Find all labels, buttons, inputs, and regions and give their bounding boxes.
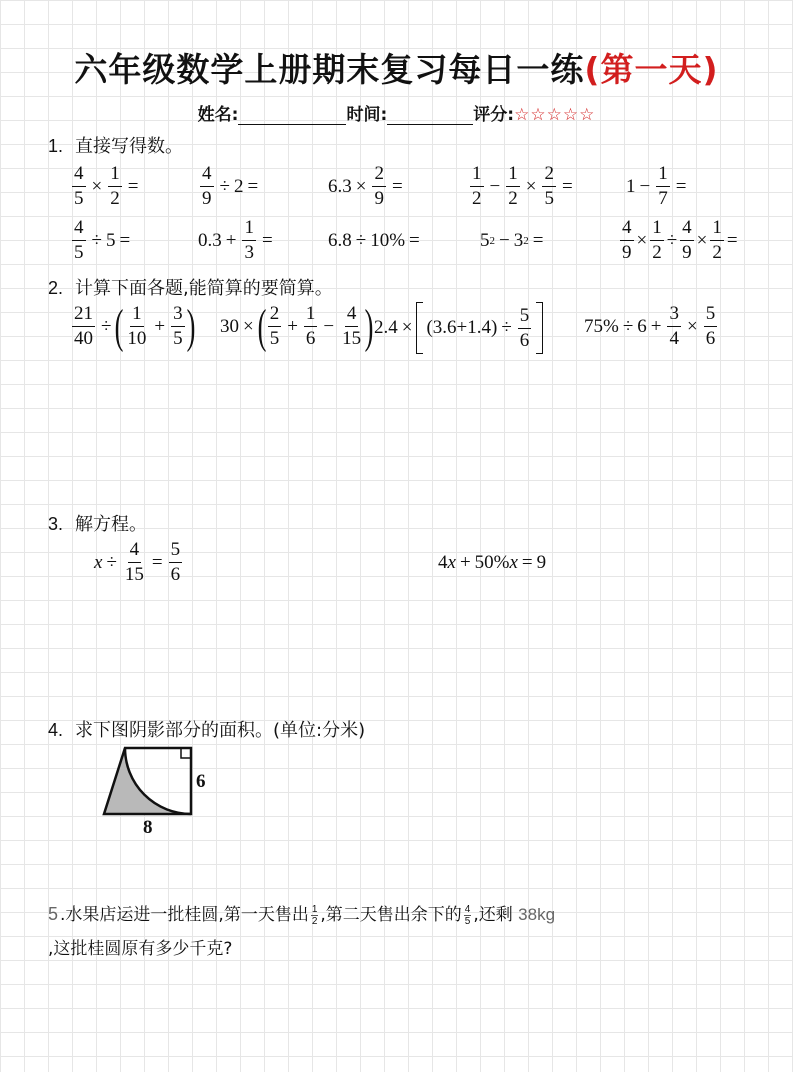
q1-expr-5: 1 − $\frac{1}{7}$ =: [626, 163, 687, 209]
q3-text: 解方程。: [75, 514, 148, 535]
right-angle-mark: [181, 748, 191, 758]
q1-expr-4: $\frac{1}{2}$ − $\frac{1}{2}$ × $\frac{2}{5}$ =: [472, 163, 573, 209]
fraction: $\frac{1}{3}$: [244, 217, 254, 263]
q4-text: 求下图阴影部分的面积。(单位:分米): [75, 720, 366, 741]
q4-title: [48, 716, 365, 742]
q5-line-2: ,这批桂圆原有多少千克?: [48, 939, 233, 959]
q3-title: [48, 510, 147, 536]
q3-equation-1: x ÷ $\frac{4}{15}$ = $\frac{5}{6}$: [94, 539, 181, 585]
fraction: $\frac{5}{6}$: [705, 303, 716, 349]
q1-title: [48, 132, 183, 158]
q3-equation-2: 4 x + 50% x = 9: [438, 552, 547, 573]
left-bracket: [416, 302, 423, 354]
q1-expr-7: 0.3 + $\frac{1}{3}$ =: [198, 217, 273, 263]
fraction: $\frac{4}{5}$: [74, 163, 84, 209]
fraction: $\frac{1}{2}$: [508, 163, 518, 209]
fraction: $\frac{2}{5}$: [544, 163, 554, 209]
fraction: $\frac{1}{2}$: [110, 163, 120, 209]
q1-expr-6: $\frac{4}{5}$ ÷ 5 =: [74, 217, 131, 263]
fraction: $\frac{1}{10}$: [127, 303, 147, 349]
q1-expr-3: 6.3 × $\frac{2}{9}$ =: [328, 163, 403, 209]
q2-expr-1: $\frac{21}{40}$ ÷ ( $\frac{1}{10}$ + $\frac{3}{5}$ ): [74, 299, 196, 353]
fraction: $\frac{4}{5}$: [74, 217, 84, 263]
q1-number: 1.: [48, 136, 64, 156]
shaded-region: [104, 748, 191, 814]
fraction: $\frac{1}{7}$: [658, 163, 668, 209]
q1-expr-9: 5 2 − 3 2 =: [480, 230, 544, 251]
q1-expr-2: $\frac{4}{9}$ ÷ 2 =: [202, 163, 259, 209]
fraction: $\frac{1}{2}$: [652, 217, 662, 263]
q4-number: 4.: [48, 720, 64, 740]
name-label: 姓名:: [197, 105, 239, 125]
q5-number: 5: [48, 904, 59, 924]
score-stars: ☆☆☆☆☆: [514, 105, 596, 125]
q5-amount: 38kg: [518, 905, 556, 924]
fraction-small: $\frac{4}{5}$: [464, 903, 471, 927]
fraction: $\frac{4}{15}$: [124, 539, 144, 585]
fraction: $\frac{4}{15}$: [342, 303, 362, 349]
fraction: $\frac{1}{6}$: [305, 303, 316, 349]
q2-text: 计算下面各题,能简算的要简算。: [75, 278, 333, 299]
fraction: $\frac{4}{9}$: [202, 163, 212, 209]
q3-number: 3.: [48, 514, 64, 534]
q4-figure: [96, 744, 226, 844]
q1-expr-1: $\frac{4}{5}$ × $\frac{1}{2}$ =: [74, 163, 139, 209]
fraction: $\frac{2}{5}$: [269, 303, 280, 349]
time-blank[interactable]: [387, 106, 473, 125]
fraction-small: $\frac{1}{2}$: [311, 903, 318, 927]
page-title: [0, 44, 793, 91]
fraction: $\frac{4}{9}$: [682, 217, 692, 263]
q2-expr-2: 30 × ( $\frac{2}{5}$ + $\frac{1}{6}$ − $\frac{4}{15}$ ): [220, 299, 374, 353]
q2-title: [48, 274, 333, 300]
fraction: $\frac{3}{4}$: [669, 303, 679, 349]
fraction: $\frac{2}{9}$: [374, 163, 384, 209]
q2-expr-3: 2.4 × (3.6 +1.4) ÷ $\frac{5}{6}$: [374, 302, 543, 354]
q2-number: 2.: [48, 278, 64, 298]
fraction: $\frac{5}{6}$: [170, 539, 181, 585]
right-bracket: [536, 302, 543, 354]
label-side: 6: [196, 771, 206, 792]
q1-text: 直接写得数。: [75, 136, 184, 157]
fraction: $\frac{5}{6}$: [519, 304, 530, 351]
info-line: [0, 100, 793, 125]
title-main: 六年级数学上册期末复习每日一练: [74, 50, 585, 89]
name-blank[interactable]: [238, 106, 346, 125]
q1-expr-8: 6.8 ÷ 10% =: [328, 230, 420, 251]
fraction: $\frac{21}{40}$: [74, 303, 93, 349]
q2-expr-4: 75% ÷ 6 + $\frac{3}{4}$ × $\frac{5}{6}$: [584, 303, 716, 349]
fraction: $\frac{1}{2}$: [472, 163, 482, 209]
time-label: 时间:: [346, 105, 388, 125]
q1-expr-10: $\frac{4}{9}$ × $\frac{1}{2}$ ÷ $\frac{4}{9}$ × $\frac{1}{2}$ =: [622, 217, 738, 263]
fraction: $\frac{3}{5}$: [173, 303, 183, 349]
label-bottom: 8: [143, 817, 153, 838]
fraction: $\frac{4}{9}$: [622, 217, 632, 263]
q5-line-1: 5 .水果店运进一批桂圆,第一天售出 $\frac{1}{2}$ ,第二天售出余下的 $\frac{4}{5}$ ,还剩 38kg: [48, 903, 556, 927]
title-day: (第一天): [584, 50, 719, 89]
fraction: $\frac{1}{2}$: [712, 217, 722, 263]
score-label: 评分:: [473, 105, 515, 125]
